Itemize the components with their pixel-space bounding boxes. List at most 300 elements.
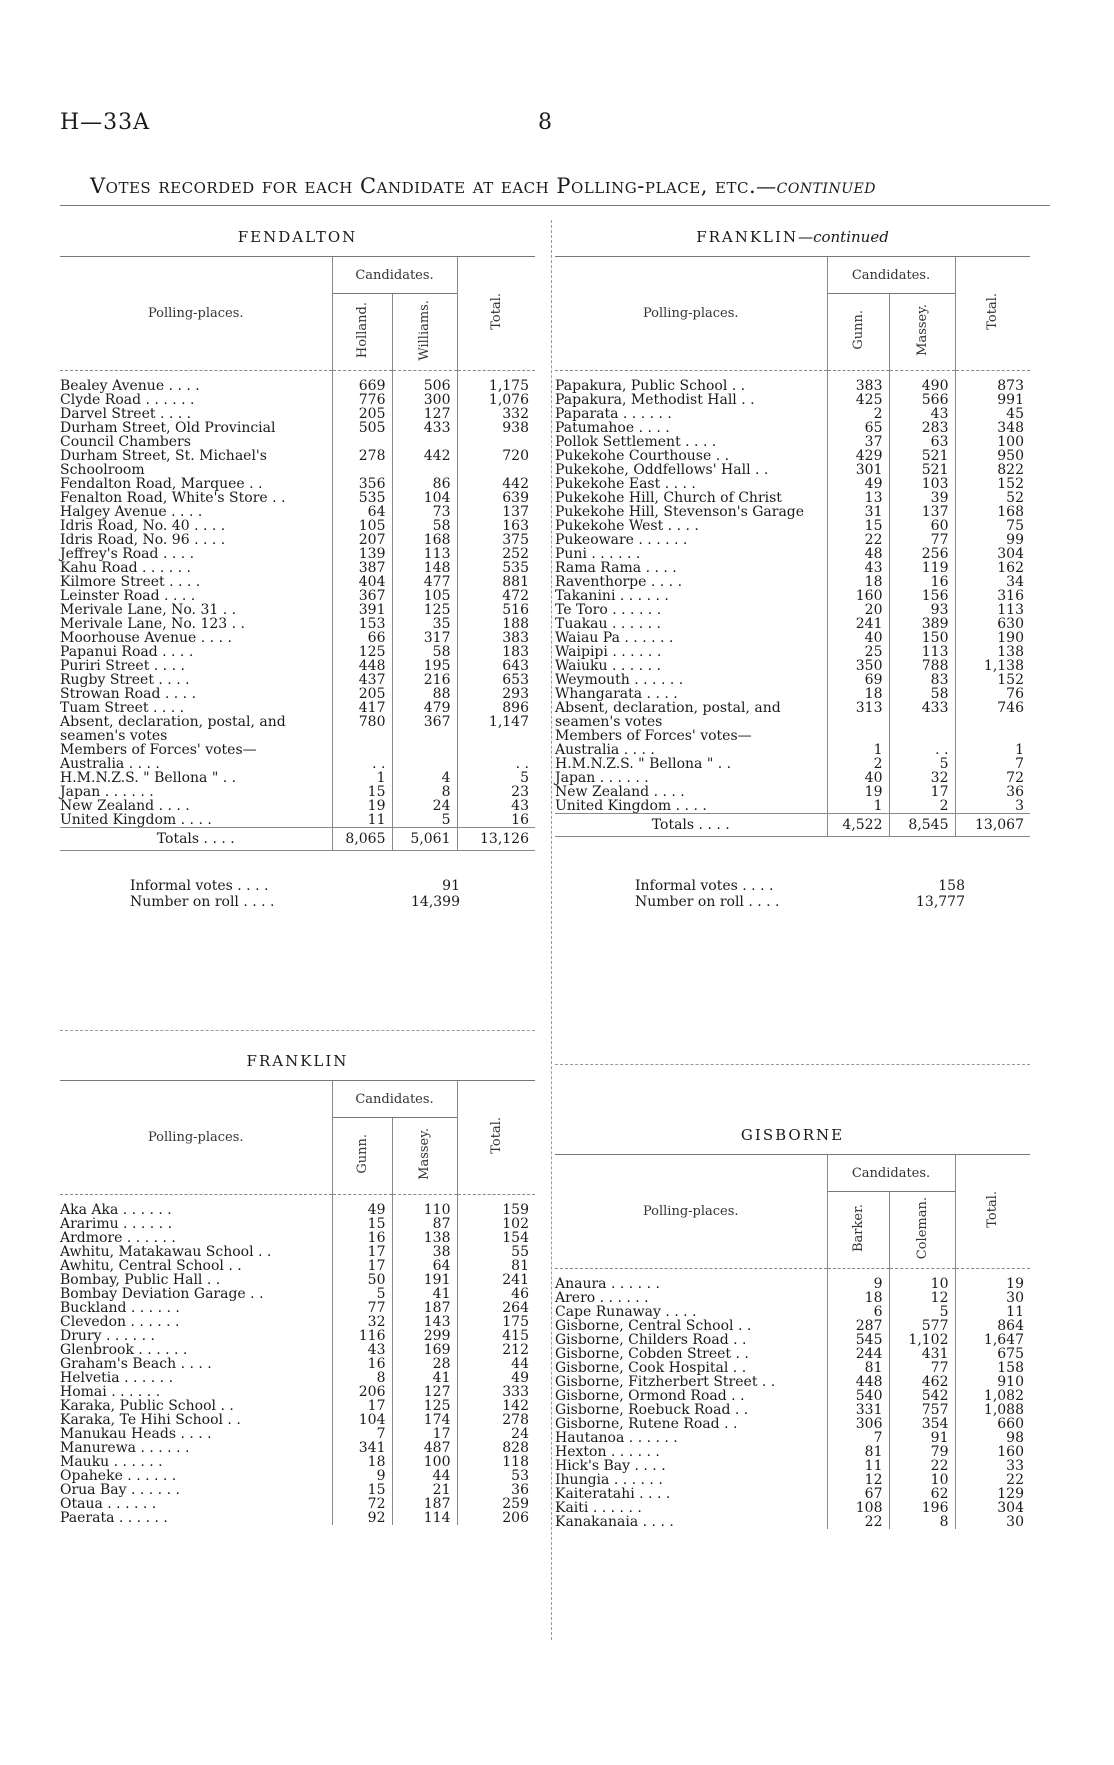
totals-row: [555, 814, 1030, 837]
candidate-2-votes: 8: [392, 785, 457, 799]
candidate-2-votes: 41: [392, 1287, 457, 1301]
candidate-2-votes: 17: [392, 1427, 457, 1441]
total-votes: 55: [457, 1245, 535, 1259]
table-row: [555, 1417, 1030, 1431]
candidate-2-votes: 86: [392, 477, 457, 491]
total-votes: 653: [457, 673, 535, 687]
polling-place-name: Rama Rama . . . .: [555, 560, 677, 576]
total-votes: 7: [955, 757, 1030, 771]
polling-place-name: Orua Bay . . . . . .: [60, 1482, 180, 1498]
candidates-header: Candidates.: [827, 1155, 955, 1192]
candidate-1-votes: 391: [332, 603, 392, 617]
number-on-roll-label: Number on roll . . . .: [130, 894, 275, 910]
total-votes: 118: [457, 1455, 535, 1469]
candidate-2-votes: 88: [392, 687, 457, 701]
candidate-1-votes: 104: [332, 1413, 392, 1427]
candidate-2-votes: 433: [392, 421, 457, 449]
candidate-1-votes: 15: [827, 519, 889, 533]
candidate-1-votes: 5: [332, 1287, 392, 1301]
total-votes: 746: [955, 701, 1030, 729]
table-row: [60, 1497, 535, 1511]
candidate-1-votes: 18: [332, 1455, 392, 1469]
table-row: [555, 1473, 1030, 1487]
total-votes: 138: [955, 645, 1030, 659]
candidate-1-votes: 313: [827, 701, 889, 729]
section-gisborne: [555, 1126, 1030, 1626]
totals-candidate-1: 4,522: [827, 814, 889, 837]
candidate-1-votes: 207: [332, 533, 392, 547]
table-row: [60, 533, 535, 547]
candidate-1-votes: 81: [827, 1445, 889, 1459]
total-votes: 102: [457, 1217, 535, 1231]
candidate-1-votes: 116: [332, 1329, 392, 1343]
candidate-1-votes: 13: [827, 491, 889, 505]
document-code: H—33A: [60, 110, 151, 135]
total-votes: 98: [955, 1431, 1030, 1445]
candidate-1-votes: 105: [332, 519, 392, 533]
candidate-2-votes: 16: [889, 575, 955, 589]
table-row: [60, 421, 535, 449]
totals-label: Totals . . . .: [555, 814, 827, 837]
section-title: GISBORNE: [740, 1126, 845, 1144]
total-votes: 864: [955, 1319, 1030, 1333]
total-votes: 53: [457, 1469, 535, 1483]
candidate-1-votes: 17: [332, 1259, 392, 1273]
candidate-2-votes: 35: [392, 617, 457, 631]
total-votes: 1,076: [457, 393, 535, 407]
table-row: [555, 371, 1030, 394]
polling-place-name: Japan . . . . . .: [555, 770, 649, 786]
table-row: [555, 1501, 1030, 1515]
polling-place-name: Pukekohe West . . . .: [555, 518, 699, 534]
candidate-1-votes: 22: [827, 533, 889, 547]
candidate-1-votes: [332, 743, 392, 757]
total-header-text: Total.: [488, 293, 504, 330]
table-body: [555, 371, 1030, 814]
candidate-2-votes: 256: [889, 547, 955, 561]
candidate-2-votes: 105: [392, 589, 457, 603]
total-votes: 190: [955, 631, 1030, 645]
polling-place-name: Helvetia . . . . . .: [60, 1370, 174, 1386]
table-row: [555, 561, 1030, 575]
table-row: [60, 519, 535, 533]
candidate-1-votes: 69: [827, 673, 889, 687]
table-row: [60, 449, 535, 477]
candidate-2-votes: 113: [889, 645, 955, 659]
polling-place-name: Rugby Street . . . .: [60, 672, 190, 688]
total-votes: 16: [457, 813, 535, 828]
table-row: [60, 393, 535, 407]
polling-place-name: Otaua . . . . . .: [60, 1496, 157, 1512]
candidate-1-votes: 139: [332, 547, 392, 561]
totals-label: Totals . . . .: [60, 828, 332, 851]
candidate-1-votes: 77: [332, 1301, 392, 1315]
candidate-1-votes: 18: [827, 687, 889, 701]
candidate-1-votes: 20: [827, 603, 889, 617]
polling-place-name: Papakura, Methodist Hall . .: [555, 392, 755, 408]
summary: [635, 878, 965, 910]
total-votes: 152: [955, 477, 1030, 491]
total-votes: 45: [955, 407, 1030, 421]
total-votes: 278: [457, 1413, 535, 1427]
table-row: [60, 1399, 535, 1413]
number-on-roll-value: 13,777: [916, 894, 965, 910]
candidate-2-votes: 317: [392, 631, 457, 645]
informal-votes-value: 158: [938, 878, 965, 894]
table-row: [555, 785, 1030, 799]
polling-place-name: Pukeoware . . . . . .: [555, 532, 688, 548]
total-votes: 516: [457, 603, 535, 617]
candidate-2-name: Massey.: [914, 304, 930, 356]
polling-place-name: Gisborne, Cook Hospital . .: [555, 1360, 747, 1376]
polling-place-name: Karaka, Te Hihi School . .: [60, 1412, 241, 1428]
candidate-2-votes: 174: [392, 1413, 457, 1427]
total-votes: 442: [457, 477, 535, 491]
candidate-1-votes: 535: [332, 491, 392, 505]
total-votes: 896: [457, 701, 535, 715]
polling-place-name: Merivale Lane, No. 123 . .: [60, 616, 245, 632]
header-rule: [60, 205, 1050, 206]
candidate-2-votes: 169: [392, 1343, 457, 1357]
total-votes: 383: [457, 631, 535, 645]
total-votes: 34: [955, 575, 1030, 589]
candidate-1-votes: 780: [332, 715, 392, 743]
total-votes: 639: [457, 491, 535, 505]
polling-place-name: Halgey Avenue . . . .: [60, 504, 203, 520]
polling-place-name: Absent, declaration, postal, and seamen's votes: [60, 714, 286, 744]
table-row: [555, 1515, 1030, 1529]
candidate-2-votes: 91: [889, 1431, 955, 1445]
candidate-1-votes: 19: [332, 799, 392, 813]
total-votes: 375: [457, 533, 535, 547]
total-votes: 52: [955, 491, 1030, 505]
table-row: [60, 771, 535, 785]
candidate-2-votes: 21: [392, 1483, 457, 1497]
candidate-2-votes: 5: [889, 757, 955, 771]
candidate-2-votes: 299: [392, 1329, 457, 1343]
total-votes: 348: [955, 421, 1030, 435]
candidate-2-votes: 12: [889, 1291, 955, 1305]
candidate-1-votes: 11: [827, 1459, 889, 1473]
candidate-2-votes: 389: [889, 617, 955, 631]
table-row: [60, 1469, 535, 1483]
total-votes: 1,647: [955, 1333, 1030, 1347]
candidate-1-votes: 244: [827, 1347, 889, 1361]
candidate-2-votes: 150: [889, 631, 955, 645]
table-body: [60, 371, 535, 828]
candidate-2-votes: 63: [889, 435, 955, 449]
candidate-1-votes: 306: [827, 1417, 889, 1431]
polling-place-name: Kanakanaia . . . .: [555, 1514, 674, 1530]
polling-place-name: Moorhouse Avenue . . . .: [60, 630, 232, 646]
candidate-1-votes: 425: [827, 393, 889, 407]
table-row: [555, 1375, 1030, 1389]
table-row: [555, 1459, 1030, 1473]
candidate-2-votes: 10: [889, 1269, 955, 1292]
table-row: [60, 659, 535, 673]
total-votes: 30: [955, 1291, 1030, 1305]
polling-place-name: Puni . . . . . .: [555, 546, 641, 562]
candidate-2-votes: 17: [889, 785, 955, 799]
polling-place-name: Ararimu . . . . . .: [60, 1216, 173, 1232]
total-header: [955, 257, 1030, 371]
total-votes: 660: [955, 1417, 1030, 1431]
total-votes: 188: [457, 617, 535, 631]
candidate-2-votes: 104: [392, 491, 457, 505]
total-votes: 991: [955, 393, 1030, 407]
candidate-2-votes: 100: [392, 1455, 457, 1469]
table-row: [555, 491, 1030, 505]
polling-place-name: Kaiteratahi . . . .: [555, 1486, 671, 1502]
table-body: [60, 1195, 535, 1526]
polling-place-name: Ihungia . . . . . .: [555, 1472, 663, 1488]
candidate-1-votes: 66: [332, 631, 392, 645]
candidate-2-votes: 5: [889, 1305, 955, 1319]
table-row: [555, 799, 1030, 814]
polling-place-name: H.M.N.Z.S. " Bellona " . .: [555, 756, 732, 772]
table-row: [555, 449, 1030, 463]
candidate-1-votes: 17: [332, 1245, 392, 1259]
table-row: [60, 715, 535, 743]
candidate-2-header: [392, 294, 457, 371]
polling-place-name: United Kingdom . . . .: [555, 798, 707, 814]
total-votes: 630: [955, 617, 1030, 631]
candidate-2-votes: 354: [889, 1417, 955, 1431]
polling-place-name: Fendalton Road, Marquee . .: [60, 476, 263, 492]
candidate-1-header: [332, 1118, 392, 1195]
polling-place-name: Ardmore . . . . . .: [60, 1230, 176, 1246]
candidate-1-votes: 356: [332, 477, 392, 491]
total-votes: 241: [457, 1273, 535, 1287]
polling-place-name: Durham Street, St. Michael's Schoolroom: [60, 448, 267, 478]
total-votes: 142: [457, 1399, 535, 1413]
candidate-2-votes: 433: [889, 701, 955, 729]
candidate-2-votes: 542: [889, 1389, 955, 1403]
candidate-1-votes: 49: [332, 1195, 392, 1218]
candidate-1-votes: 48: [827, 547, 889, 561]
polling-place-name: Gisborne, Rutene Road . .: [555, 1416, 738, 1432]
total-votes: 316: [955, 589, 1030, 603]
candidate-2-header: [889, 1192, 955, 1269]
polling-place-name: Bombay, Public Hall . .: [60, 1272, 221, 1288]
page-title-text: Votes recorded for each Candidate at each Polling-place, etc.: [90, 174, 757, 198]
candidate-1-votes: 15: [332, 1483, 392, 1497]
total-votes: 1,147: [457, 715, 535, 743]
table-row: [60, 1273, 535, 1287]
polling-places-header: Polling-places.: [60, 1081, 332, 1195]
table-row: [60, 687, 535, 701]
polling-place-name: Jeffrey's Road . . . .: [60, 546, 195, 562]
candidate-2-votes: 64: [392, 1259, 457, 1273]
polling-places-header: Polling-places.: [60, 257, 332, 371]
polling-place-name: Opaheke . . . . . .: [60, 1468, 177, 1484]
total-votes: 333: [457, 1385, 535, 1399]
candidate-1-votes: 16: [332, 1357, 392, 1371]
polling-place-name: Bealey Avenue . . . .: [60, 378, 200, 394]
table-row: [60, 673, 535, 687]
total-votes: 183: [457, 645, 535, 659]
candidate-1-votes: 387: [332, 561, 392, 575]
table-row: [60, 1301, 535, 1315]
candidate-1-votes: 278: [332, 449, 392, 477]
polling-place-name: Leinster Road . . . .: [60, 588, 196, 604]
table-row: [60, 1245, 535, 1259]
total-votes: 910: [955, 1375, 1030, 1389]
total-votes: 137: [457, 505, 535, 519]
candidate-1-votes: [827, 729, 889, 743]
total-votes: 11: [955, 1305, 1030, 1319]
total-votes: 168: [955, 505, 1030, 519]
candidate-1-votes: 669: [332, 371, 392, 394]
candidates-header: Candidates.: [332, 1081, 457, 1118]
candidate-1-votes: 1: [827, 799, 889, 814]
candidate-2-votes: 138: [392, 1231, 457, 1245]
total-votes: 3: [955, 799, 1030, 814]
candidate-1-votes: 367: [332, 589, 392, 603]
total-votes: 175: [457, 1315, 535, 1329]
polling-place-name: Cape Runaway . . . .: [555, 1304, 697, 1320]
table-row: [555, 1269, 1030, 1292]
table-body: [555, 1269, 1030, 1530]
polling-place-name: Kaiti . . . . . .: [555, 1500, 642, 1516]
table-row: [555, 463, 1030, 477]
polling-place-name: Paparata . . . . . .: [555, 406, 672, 422]
candidate-1-votes: 205: [332, 687, 392, 701]
polling-place-name: Manukau Heads . . . .: [60, 1426, 212, 1442]
total-votes: 535: [457, 561, 535, 575]
candidate-1-votes: 19: [827, 785, 889, 799]
table-header: [555, 257, 1030, 371]
candidate-2-votes: 757: [889, 1403, 955, 1417]
candidate-2-votes: 41: [392, 1371, 457, 1385]
candidate-2-votes: 187: [392, 1301, 457, 1315]
candidate-2-votes: 168: [392, 533, 457, 547]
total-votes: 304: [955, 547, 1030, 561]
candidate-2-votes: 114: [392, 1511, 457, 1525]
candidate-2-votes: 79: [889, 1445, 955, 1459]
table-row: [60, 1357, 535, 1371]
informal-votes-value: 91: [442, 878, 460, 894]
candidate-1-votes: 429: [827, 449, 889, 463]
polling-place-name: Gisborne, Childers Road . .: [555, 1332, 747, 1348]
polling-place-name: Hexton . . . . . .: [555, 1444, 660, 1460]
polling-place-name: Pukekohe Hill, Church of Christ: [555, 490, 782, 506]
table-header: [60, 1081, 535, 1195]
candidate-2-votes: 58: [889, 687, 955, 701]
candidate-2-votes: 32: [889, 771, 955, 785]
candidate-2-votes: 127: [392, 407, 457, 421]
total-header: [955, 1155, 1030, 1269]
candidate-1-votes: 7: [332, 1427, 392, 1441]
total-votes: 46: [457, 1287, 535, 1301]
candidate-1-votes: 205: [332, 407, 392, 421]
candidate-2-votes: 216: [392, 673, 457, 687]
table-row: [555, 533, 1030, 547]
total-votes: 19: [955, 1269, 1030, 1292]
total-votes: 99: [955, 533, 1030, 547]
candidate-2-votes: 566: [889, 393, 955, 407]
section-fendalton: [60, 228, 535, 988]
polling-place-name: Strowan Road . . . .: [60, 686, 197, 702]
total-votes: 1,088: [955, 1403, 1030, 1417]
candidate-1-votes: 2: [827, 407, 889, 421]
candidate-2-votes: 156: [889, 589, 955, 603]
candidate-1-votes: 241: [827, 617, 889, 631]
candidate-2-votes: 8: [889, 1515, 955, 1529]
polling-place-name: Whangarata . . . .: [555, 686, 678, 702]
candidate-1-votes: . .: [332, 757, 392, 771]
total-header-text: Total.: [488, 1117, 504, 1154]
candidate-1-votes: 32: [332, 1315, 392, 1329]
candidate-2-name: Coleman.: [914, 1196, 930, 1260]
table-row: [60, 1441, 535, 1455]
total-votes: 113: [955, 603, 1030, 617]
polling-place-name: United Kingdom . . . .: [60, 812, 212, 828]
total-votes: 22: [955, 1473, 1030, 1487]
candidate-2-votes: 44: [392, 1469, 457, 1483]
table-row: [60, 371, 535, 394]
table-row: [555, 729, 1030, 743]
candidate-1-votes: 404: [332, 575, 392, 589]
total-votes: 160: [955, 1445, 1030, 1459]
totals-candidate-1: 8,065: [332, 828, 392, 851]
section-title: [555, 228, 1030, 246]
total-votes: 822: [955, 463, 1030, 477]
total-votes: 163: [457, 519, 535, 533]
polling-place-name: Hautanoa . . . . . .: [555, 1430, 678, 1446]
table-row: [555, 407, 1030, 421]
polling-place-name: Manurewa . . . . . .: [60, 1440, 190, 1456]
polling-place-name: Clevedon . . . . . .: [60, 1314, 180, 1330]
candidate-1-votes: 350: [827, 659, 889, 673]
polling-place-name: Australia . . . .: [555, 742, 655, 758]
table-row: [60, 1217, 535, 1231]
candidate-2-votes: 577: [889, 1319, 955, 1333]
polling-place-name: Members of Forces' votes—: [60, 742, 257, 758]
number-on-roll-label: Number on roll . . . .: [635, 894, 780, 910]
candidate-2-votes: 191: [392, 1273, 457, 1287]
table-row: [555, 1333, 1030, 1347]
candidate-1-votes: 6: [827, 1305, 889, 1319]
candidate-2-votes: 28: [392, 1357, 457, 1371]
total-votes: 675: [955, 1347, 1030, 1361]
totals-total: 13,126: [457, 828, 535, 851]
polling-place-name: Weymouth . . . . . .: [555, 672, 684, 688]
polling-place-name: Patumahoe . . . .: [555, 420, 670, 436]
polling-place-name: Kilmore Street . . . .: [60, 574, 201, 590]
candidate-2-votes: 83: [889, 673, 955, 687]
candidate-1-votes: 67: [827, 1487, 889, 1501]
polling-places-header: Polling-places.: [555, 257, 827, 371]
candidate-1-votes: 12: [827, 1473, 889, 1487]
table-row: [60, 1385, 535, 1399]
total-votes: [457, 743, 535, 757]
candidate-2-votes: 77: [889, 533, 955, 547]
total-votes: 44: [457, 1357, 535, 1371]
table-row: [60, 491, 535, 505]
candidate-2-votes: 196: [889, 1501, 955, 1515]
table-row: [60, 603, 535, 617]
polling-place-name: Pukekohe Courthouse . .: [555, 448, 730, 464]
polling-place-name: Bombay Deviation Garage . .: [60, 1286, 264, 1302]
total-votes: 1,138: [955, 659, 1030, 673]
polling-place-name: Gisborne, Central School . .: [555, 1318, 752, 1334]
polling-place-name: Paerata . . . . . .: [60, 1510, 168, 1526]
table-row: [555, 1291, 1030, 1305]
candidate-2-votes: 38: [392, 1245, 457, 1259]
candidate-2-votes: 367: [392, 715, 457, 743]
candidate-1-votes: 545: [827, 1333, 889, 1347]
